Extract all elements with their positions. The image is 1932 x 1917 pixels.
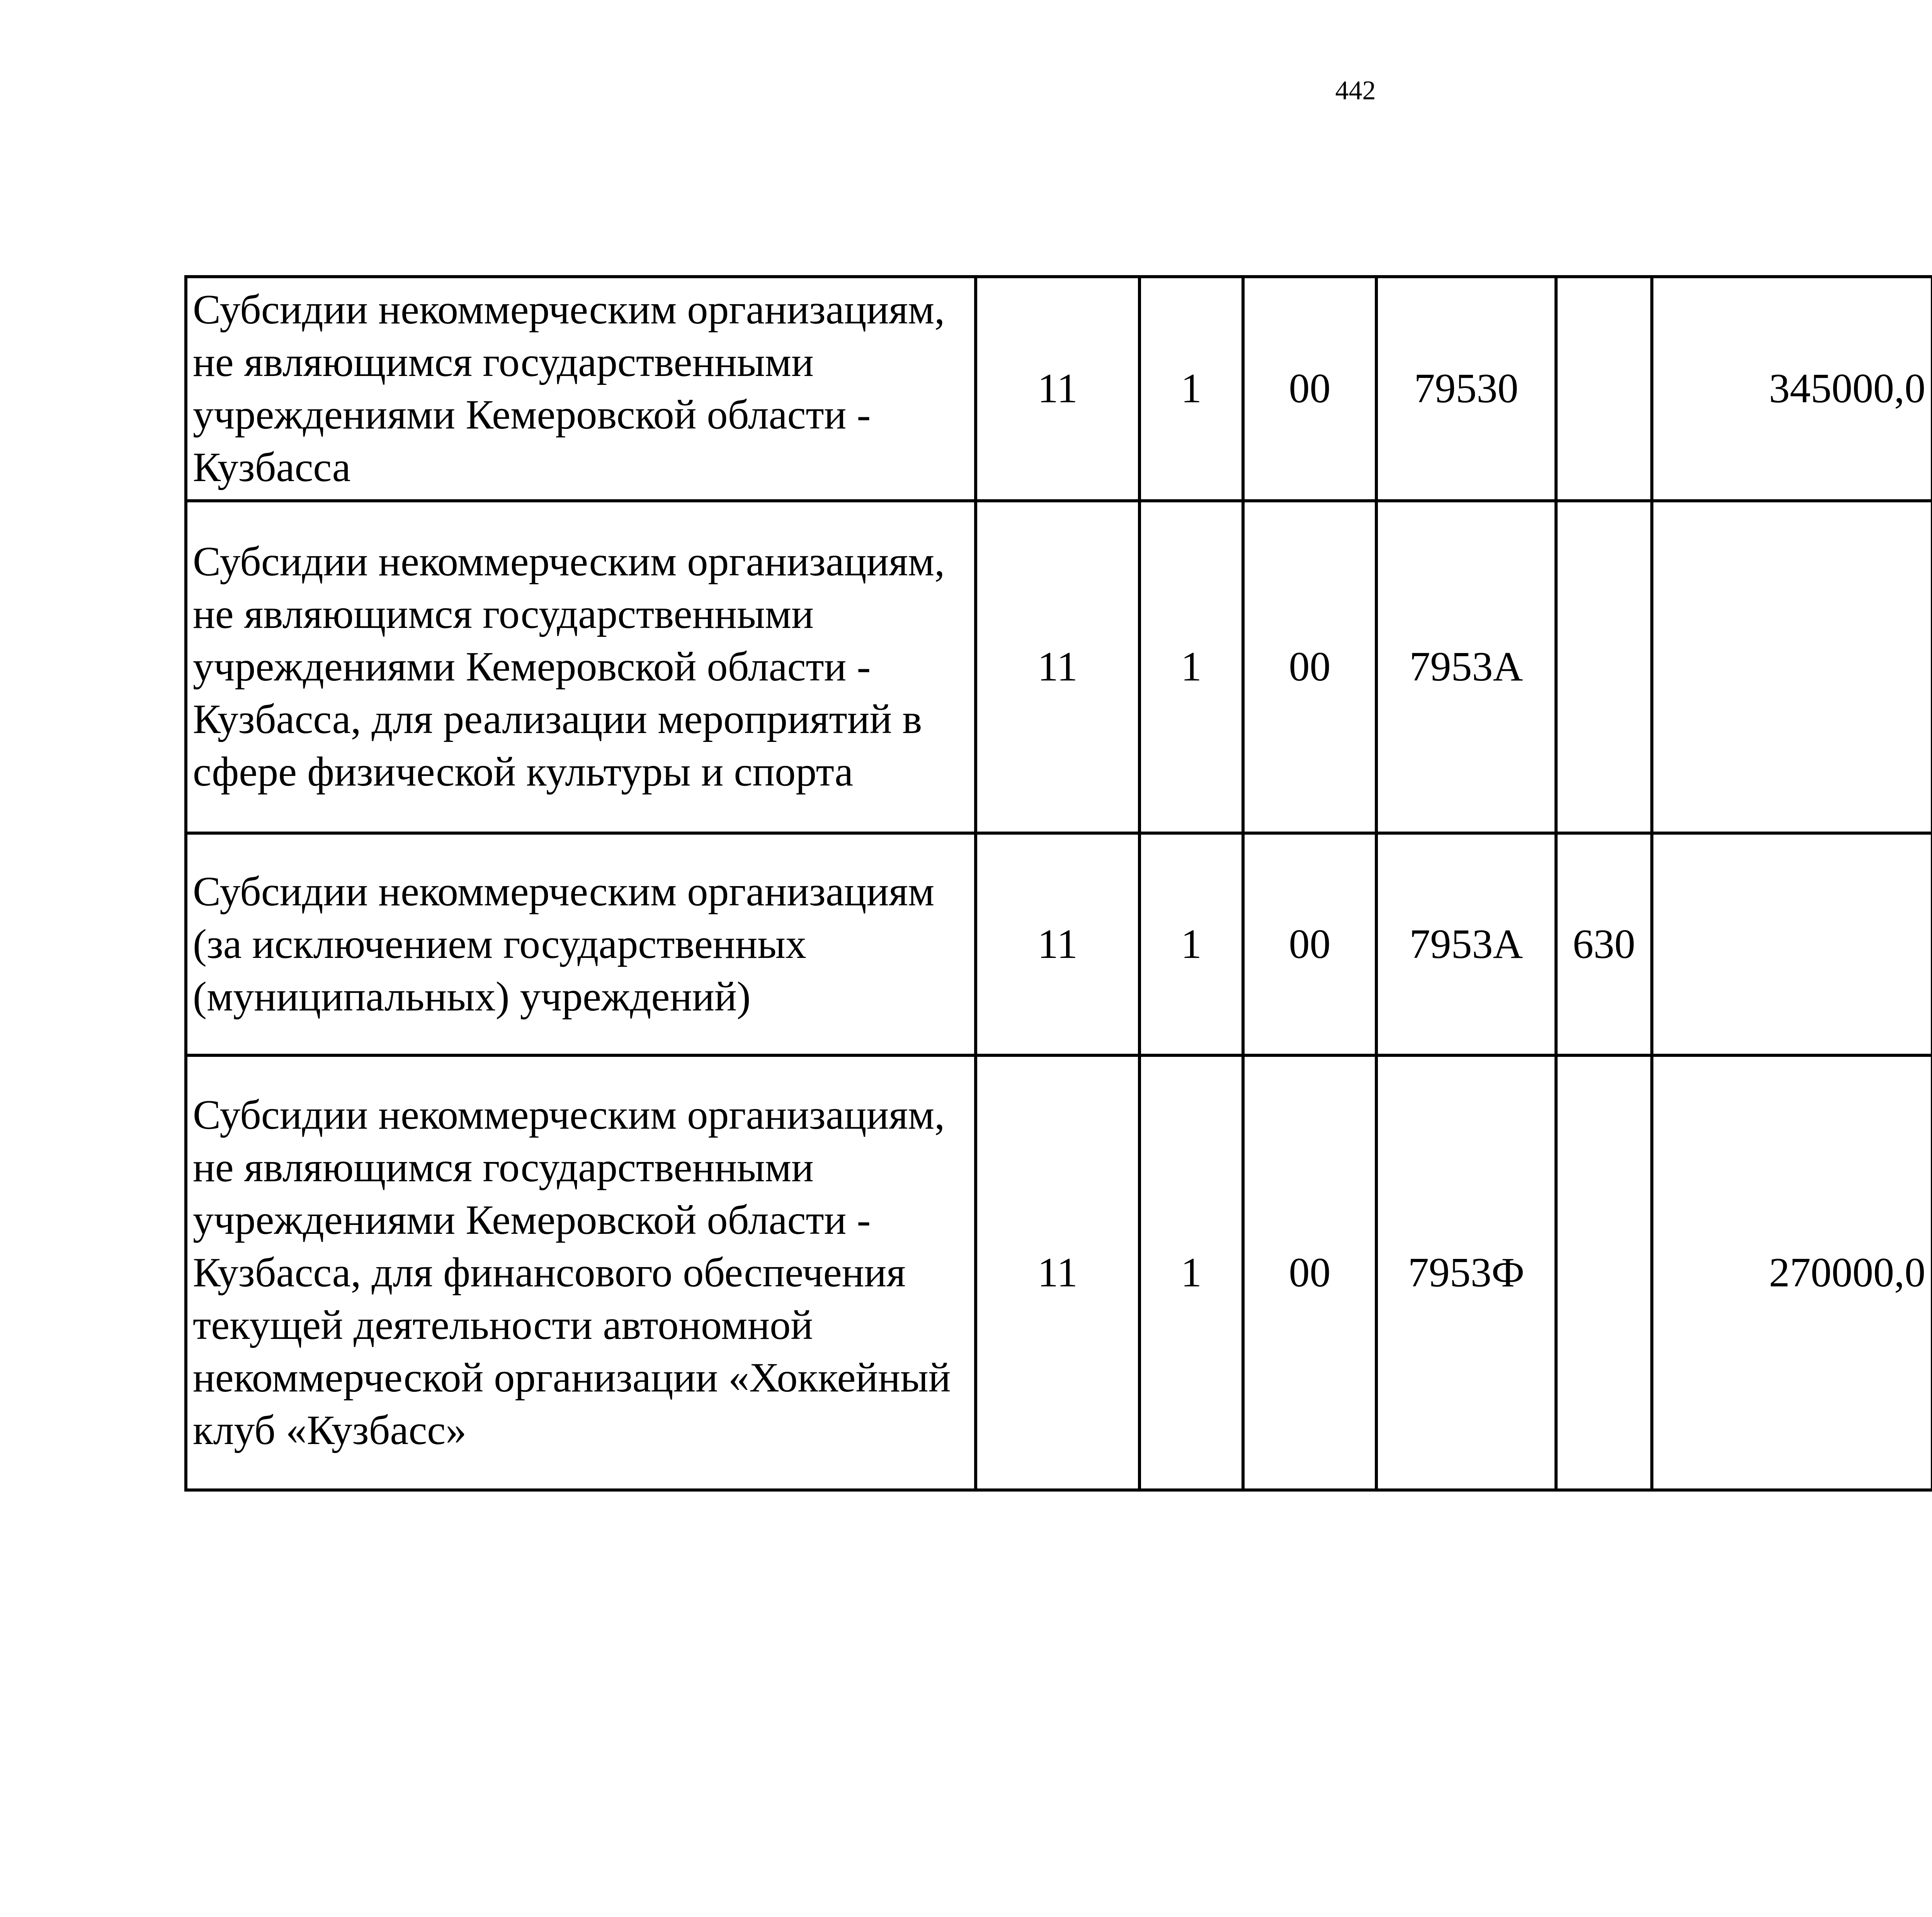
row-description: Субсидии некоммерческим организациям (за исключением государственных (муниципальных) учреждений)	[186, 833, 976, 1055]
table-row	[186, 501, 1932, 833]
table-row	[186, 277, 1932, 501]
row-description: Субсидии некоммерческим организациям, не являющимся государственными учреждениями Кемеровской области - Кузбасса, для реализации мероприятий в сфере физической культуры и спорта	[186, 501, 976, 833]
code-expense-type: 630	[1556, 833, 1652, 1055]
code-expense-type	[1556, 277, 1652, 501]
code-program: 1	[1139, 833, 1243, 1055]
code-subprogram: 00	[1243, 1055, 1376, 1490]
page-number: 442	[1335, 76, 1376, 105]
code-expense-type	[1556, 501, 1652, 833]
amount-year-1	[1652, 501, 1932, 833]
code-direction: 7953Ф	[1376, 1055, 1556, 1490]
table-row	[186, 1055, 1932, 1490]
amount-year-1: 270000,0	[1652, 1055, 1932, 1490]
code-subprogram: 00	[1243, 501, 1376, 833]
code-direction: 79530	[1376, 277, 1556, 501]
code-subprogram: 00	[1243, 277, 1376, 501]
code-section: 11	[976, 1055, 1139, 1490]
budget-table	[184, 275, 1932, 1492]
code-section: 11	[976, 833, 1139, 1055]
code-section: 11	[976, 277, 1139, 501]
code-program: 1	[1139, 277, 1243, 501]
code-expense-type	[1556, 1055, 1652, 1490]
code-program: 1	[1139, 501, 1243, 833]
code-direction: 7953А	[1376, 833, 1556, 1055]
code-direction: 7953А	[1376, 501, 1556, 833]
code-program: 1	[1139, 1055, 1243, 1490]
row-description: Субсидии некоммерческим организациям, не являющимся государственными учреждениями Кемеровской области - Кузбасса, для финансового обеспечения текущей деятельности автономной некоммерческой организации «Хоккейный клуб «Кузбасс»	[186, 1055, 976, 1490]
table-row	[186, 833, 1932, 1055]
amount-year-1: 345000,0	[1652, 277, 1932, 501]
code-section: 11	[976, 501, 1139, 833]
amount-year-1	[1652, 833, 1932, 1055]
code-subprogram: 00	[1243, 833, 1376, 1055]
row-description: Субсидии некоммерческим организациям, не являющимся государственными учреждениями Кемеровской области - Кузбасса	[186, 277, 976, 501]
